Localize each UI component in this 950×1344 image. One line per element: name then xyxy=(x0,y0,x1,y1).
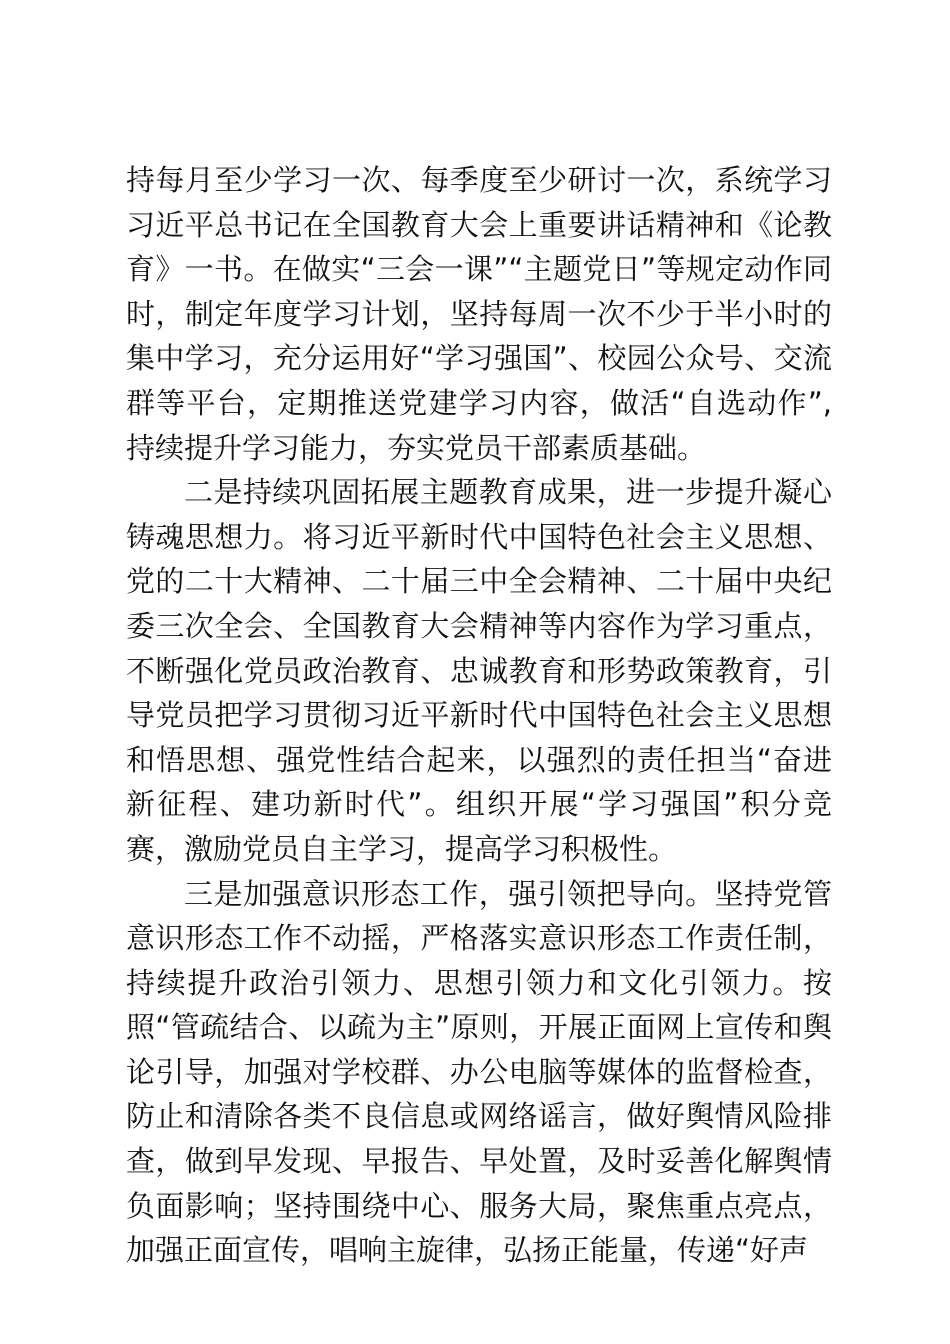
paragraph-study-plan: 持每月至少学习一次、每季度至少研讨一次，系统学习习近平总书记在全国教育大会上重要讲话精神和《论教育》一书。在做实“三会一课”“主题党日”等规定动作同时，制定年度学习计划，坚持每周一次不少于半小时的集中学习，充分运用好“学习强国”、校园公众号、交流群等平台，定期推送党建学习内容，做活“自选动作”,持续提升学习能力，夯实党员干部素质基础。 xyxy=(126,163,832,465)
paragraph-theme-education: 二是持续巩固拓展主题教育成果，进一步提升凝心铸魂思想力。将习近平新时代中国特色社会主义思想、党的二十大精神、二十届三中全会精神、二十届中央纪委三次全会、全国教育大会精神等内容作为学习重点，不断强化党员政治教育、忠诚教育和形势政策教育，引导党员把学习贯彻习近平新时代中国特色社会主义思想和悟思想、强党性结合起来，以强烈的责任担当“奋进新征程、建功新时代”。组织开展“学习强国”积分竞赛，激励党员自主学习，提高学习积极性。 xyxy=(126,475,832,866)
paragraph-ideology-work: 三是加强意识形态工作，强引领把导向。坚持党管意识形态工作不动摇，严格落实意识形态工作责任制，持续提升政治引领力、思想引领力和文化引领力。按照“管疏结合、以疏为主”原则，开展正面网上宣传和舆论引导，加强对学校群、办公电脑等媒体的监督检查，防止和清除各类不良信息或网络谣言，做好舆情风险排查，做到早发现、早报告、早处置，及时妥善化解舆情负面影响；坚持围绕中心、服务大局，聚焦重点亮点，加强正面宣传，唱响主旋律，弘扬正能量，传递“好声 xyxy=(126,876,832,1268)
document-body xyxy=(126,158,832,1273)
